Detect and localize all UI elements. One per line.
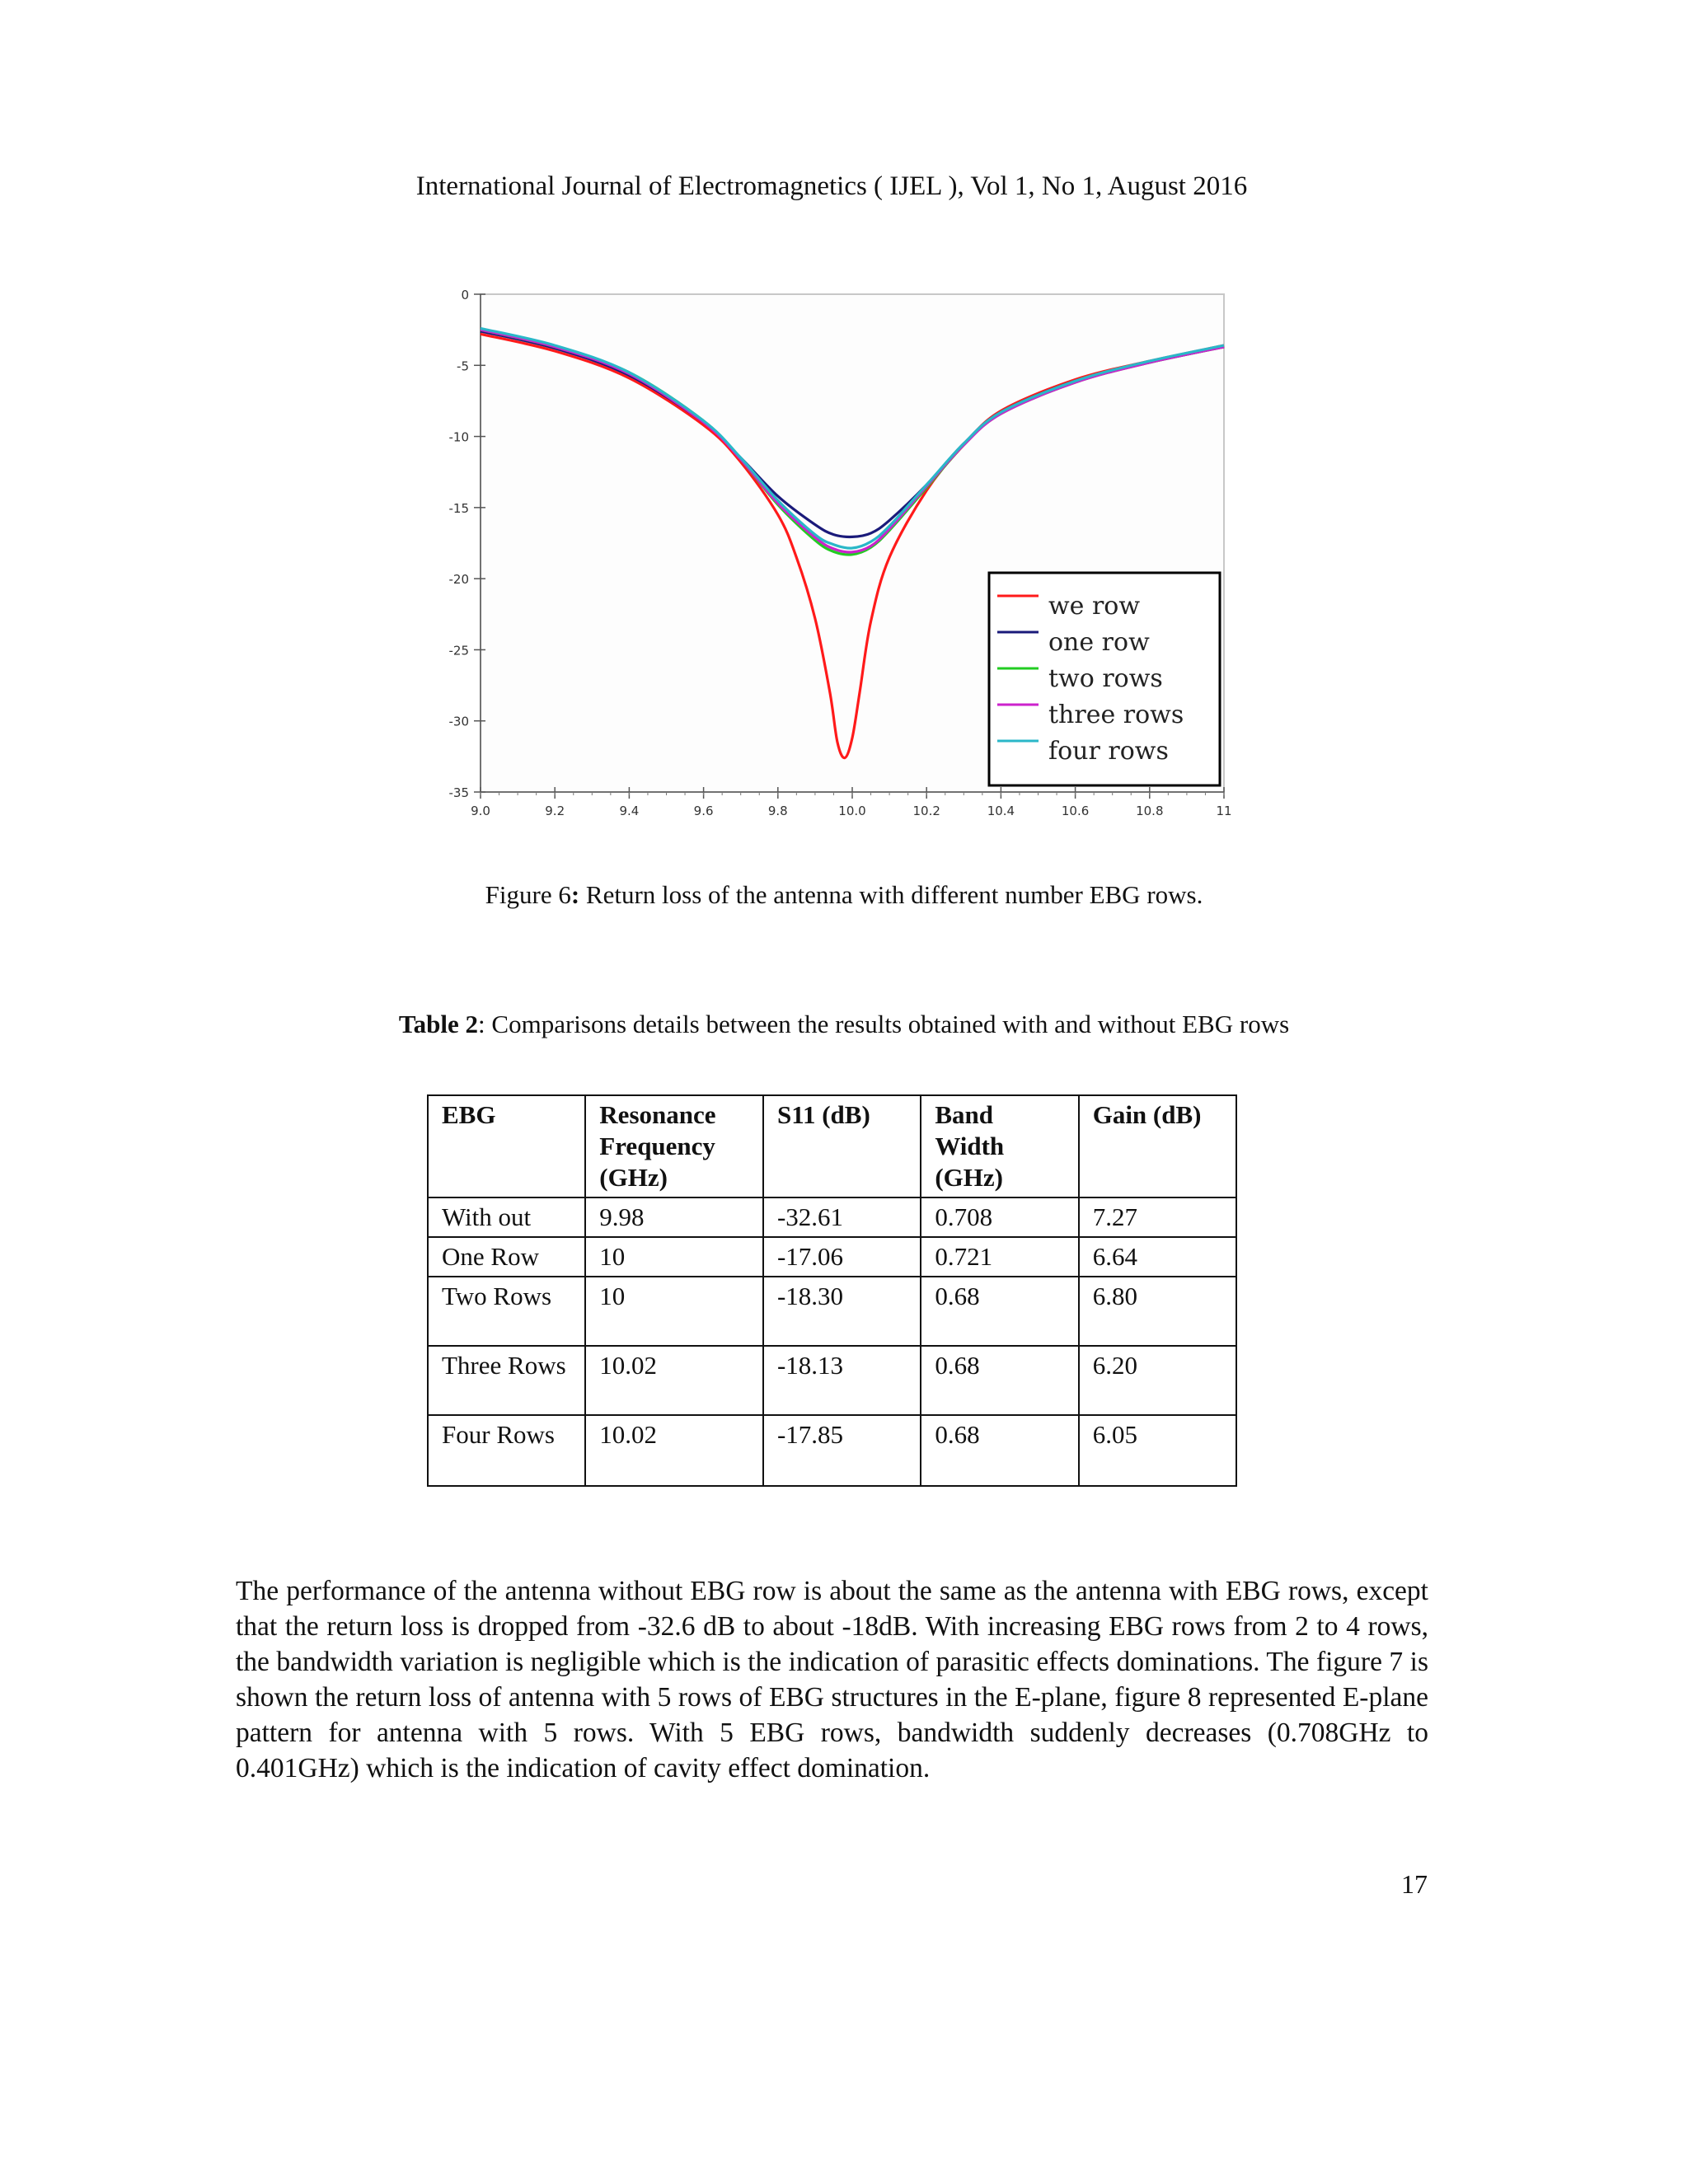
y-tick-label: -10: [448, 429, 469, 445]
y-tick-label: 0: [461, 288, 469, 302]
x-tick-label: 11: [1216, 804, 1232, 818]
y-tick-label: -5: [457, 359, 469, 374]
table-cell: 0.708: [921, 1197, 1078, 1237]
header-s11: S11 (dB): [763, 1095, 921, 1197]
table-row: [428, 1237, 1236, 1277]
journal-header: International Journal of Electromagnetics ( IJEL ), Vol 1, No 1, August 2016: [415, 171, 1248, 201]
x-tick-label: 10.0: [838, 804, 866, 818]
table-row: [428, 1346, 1236, 1415]
x-tick-label: 9.6: [693, 804, 714, 818]
table-caption-label: Table 2: [398, 1010, 479, 1038]
table-cell: -17.85: [763, 1415, 921, 1486]
header-bandwidth: Band Width (GHz): [921, 1095, 1078, 1197]
figure-caption-label: Figure 6: [485, 880, 571, 909]
table-cell: 0.721: [921, 1237, 1078, 1277]
x-tick-label: 9.0: [471, 804, 490, 818]
table-cell: 7.27: [1079, 1197, 1236, 1237]
table-cell: With out: [428, 1197, 585, 1237]
legend-label: one row: [1048, 628, 1150, 657]
table-cell: -32.61: [763, 1197, 921, 1237]
table-cell: 6.80: [1079, 1277, 1236, 1346]
table-cell: 10.02: [585, 1346, 763, 1415]
header-ebg: EBG: [428, 1095, 585, 1197]
figure-caption-text: Return loss of the antenna with different number EBG rows.: [579, 880, 1203, 909]
table-row: [428, 1415, 1236, 1486]
table-cell: 10.02: [585, 1415, 763, 1486]
table-header-row: [428, 1095, 1236, 1197]
table-cell: Four Rows: [428, 1415, 585, 1486]
table-cell: -18.30: [763, 1277, 921, 1346]
table-row: [428, 1277, 1236, 1346]
figure-caption-colon: :: [570, 880, 580, 909]
table-cell: 6.05: [1079, 1415, 1236, 1486]
legend-label: four rows: [1048, 737, 1169, 766]
table-cell: Two Rows: [428, 1277, 585, 1346]
legend-label: two rows: [1048, 664, 1163, 693]
y-tick-label: -15: [448, 500, 469, 516]
table-caption: [0, 1010, 1688, 1039]
table-cell: 10: [585, 1237, 763, 1277]
figure-caption: [0, 880, 1688, 910]
chart-svg: [412, 280, 1245, 849]
x-tick-label: 10.2: [912, 804, 940, 818]
y-tick-label: -25: [448, 643, 469, 658]
legend-label: we row: [1048, 592, 1141, 621]
table-cell: Three Rows: [428, 1346, 585, 1415]
return-loss-chart: [412, 280, 1245, 849]
table-cell: -17.06: [763, 1237, 921, 1277]
x-tick-label: 10.4: [987, 804, 1015, 818]
y-tick-label: -20: [448, 572, 469, 588]
body-paragraph: The performance of the antenna without EBG row is about the same as the antenna with EBG rows, except that the return loss is dropped from -32.6 dB to about -18dB. With increasing EBG rows from 2 to 4 rows, the bandwidth variation is negligible which is the indication of parasitic effects dominations. The figure 7 is shown the return loss of antenna with 5 rows of EBG structures in the E-plane, figure 8 represented E-plane pattern for antenna with 5 rows. With 5 EBG rows, bandwidth suddenly decreases (0.708GHz to 0.401GHz) which is the indication of cavity effect domination.: [236, 1575, 1428, 1783]
header-resonance-frequency: Resonance Frequency (GHz): [585, 1095, 763, 1197]
table-row: [428, 1197, 1236, 1237]
x-tick-label: 9.4: [619, 804, 640, 818]
x-tick-label: 9.8: [767, 804, 788, 818]
header-gain: Gain (dB): [1079, 1095, 1236, 1197]
x-tick-label: 9.2: [545, 804, 565, 818]
comparison-table: [427, 1094, 1237, 1487]
table-caption-text: : Comparisons details between the results obtained with and without EBG rows: [478, 1010, 1290, 1038]
legend-label: three rows: [1048, 701, 1184, 729]
table-cell: One Row: [428, 1237, 585, 1277]
x-tick-label: 10.6: [1061, 804, 1090, 818]
table-cell: 10: [585, 1277, 763, 1346]
page-number: 17: [1401, 1869, 1428, 1899]
table-cell: 0.68: [921, 1277, 1078, 1346]
table-cell: 0.68: [921, 1415, 1078, 1486]
table-cell: 9.98: [585, 1197, 763, 1237]
y-tick-label: -30: [448, 714, 469, 729]
x-tick-label: 10.8: [1136, 804, 1164, 818]
y-tick-label: -35: [448, 785, 469, 800]
table-cell: 0.68: [921, 1346, 1078, 1415]
table-cell: 6.20: [1079, 1346, 1236, 1415]
table-cell: 6.64: [1079, 1237, 1236, 1277]
table-cell: -18.13: [763, 1346, 921, 1415]
